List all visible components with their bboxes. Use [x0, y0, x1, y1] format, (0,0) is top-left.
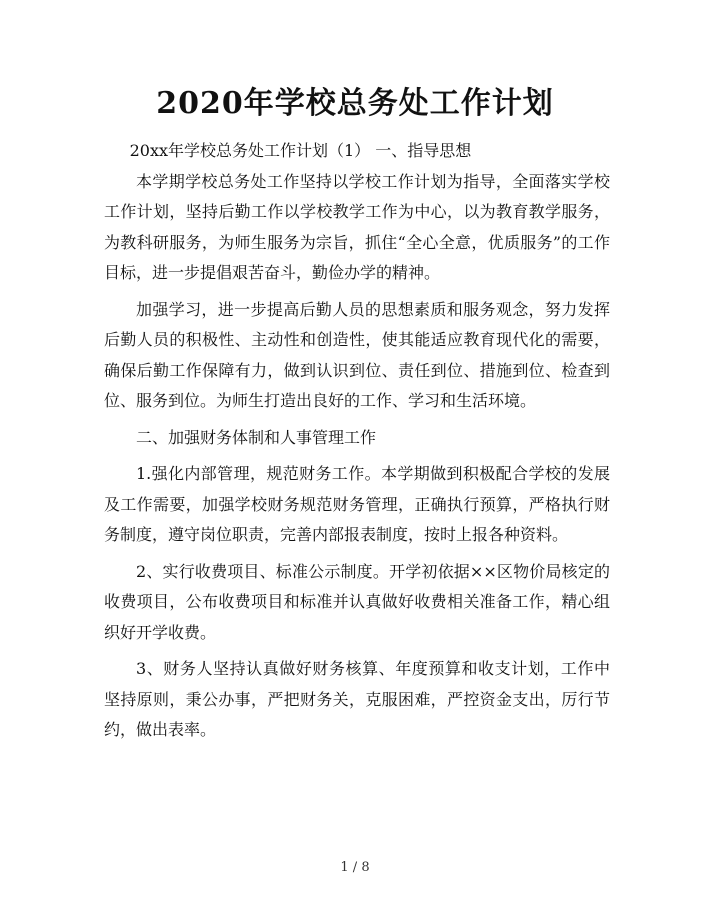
paragraph-finance-3: 3、财务人坚持认真做好财务核算、年度预算和收支计划，工作中坚持原则，秉公办事，严把财务关，克服困难，严控资金支出，厉行节约，做出表率。 [104, 659, 610, 739]
paragraph-finance-2: 2、实行收费项目、标准公示制度。开学初依据××区物价局核定的收费项目，公布收费项目和标准并认真做好收费相关准备工作，精心组织好开学收费。 [104, 561, 610, 642]
section-heading-finance: 二、加强财务体制和人事管理工作 [136, 427, 377, 447]
paragraph-finance-1: 1.强化内部管理，规范财务工作。本学期做到积极配合学校的发展及工作需要，加强学校财务规范财务管理，正确执行预算，严格执行财务制度，遵守岗位职责，完善内部报表制度，按时上报各种资料。 [104, 464, 610, 544]
document-body [104, 136, 610, 746]
document-title: 2020年学校总务处工作计划 [156, 86, 554, 121]
page-number: 1 / 8 [340, 860, 370, 875]
paragraph-guiding-1: 本学期学校总务处工作坚持以学校工作计划为指导，全面落实学校工作计划，坚持后勤工作以学校教学工作为中心，以为教育教学服务，为教科研服务，为师生服务为宗旨，抓住“全心全意，优质服务”的工作目标，进一步提倡艰苦奋斗，勤俭办学的精神。 [104, 171, 610, 282]
paragraph-intro: 20xx年学校总务处工作计划（1） 一、指导思想 [129, 141, 472, 160]
paragraph-guiding-2: 加强学习，进一步提高后勤人员的思想素质和服务观念，努力发挥后勤人员的积极性、主动性和创造性，使其能适应教育现代化的需要，确保后勤工作保障有力，做到认识到位、责任到位、措施到位、检查到位、服务到位。为师生打造出良好的工作、学习和生活环境。 [104, 299, 610, 410]
